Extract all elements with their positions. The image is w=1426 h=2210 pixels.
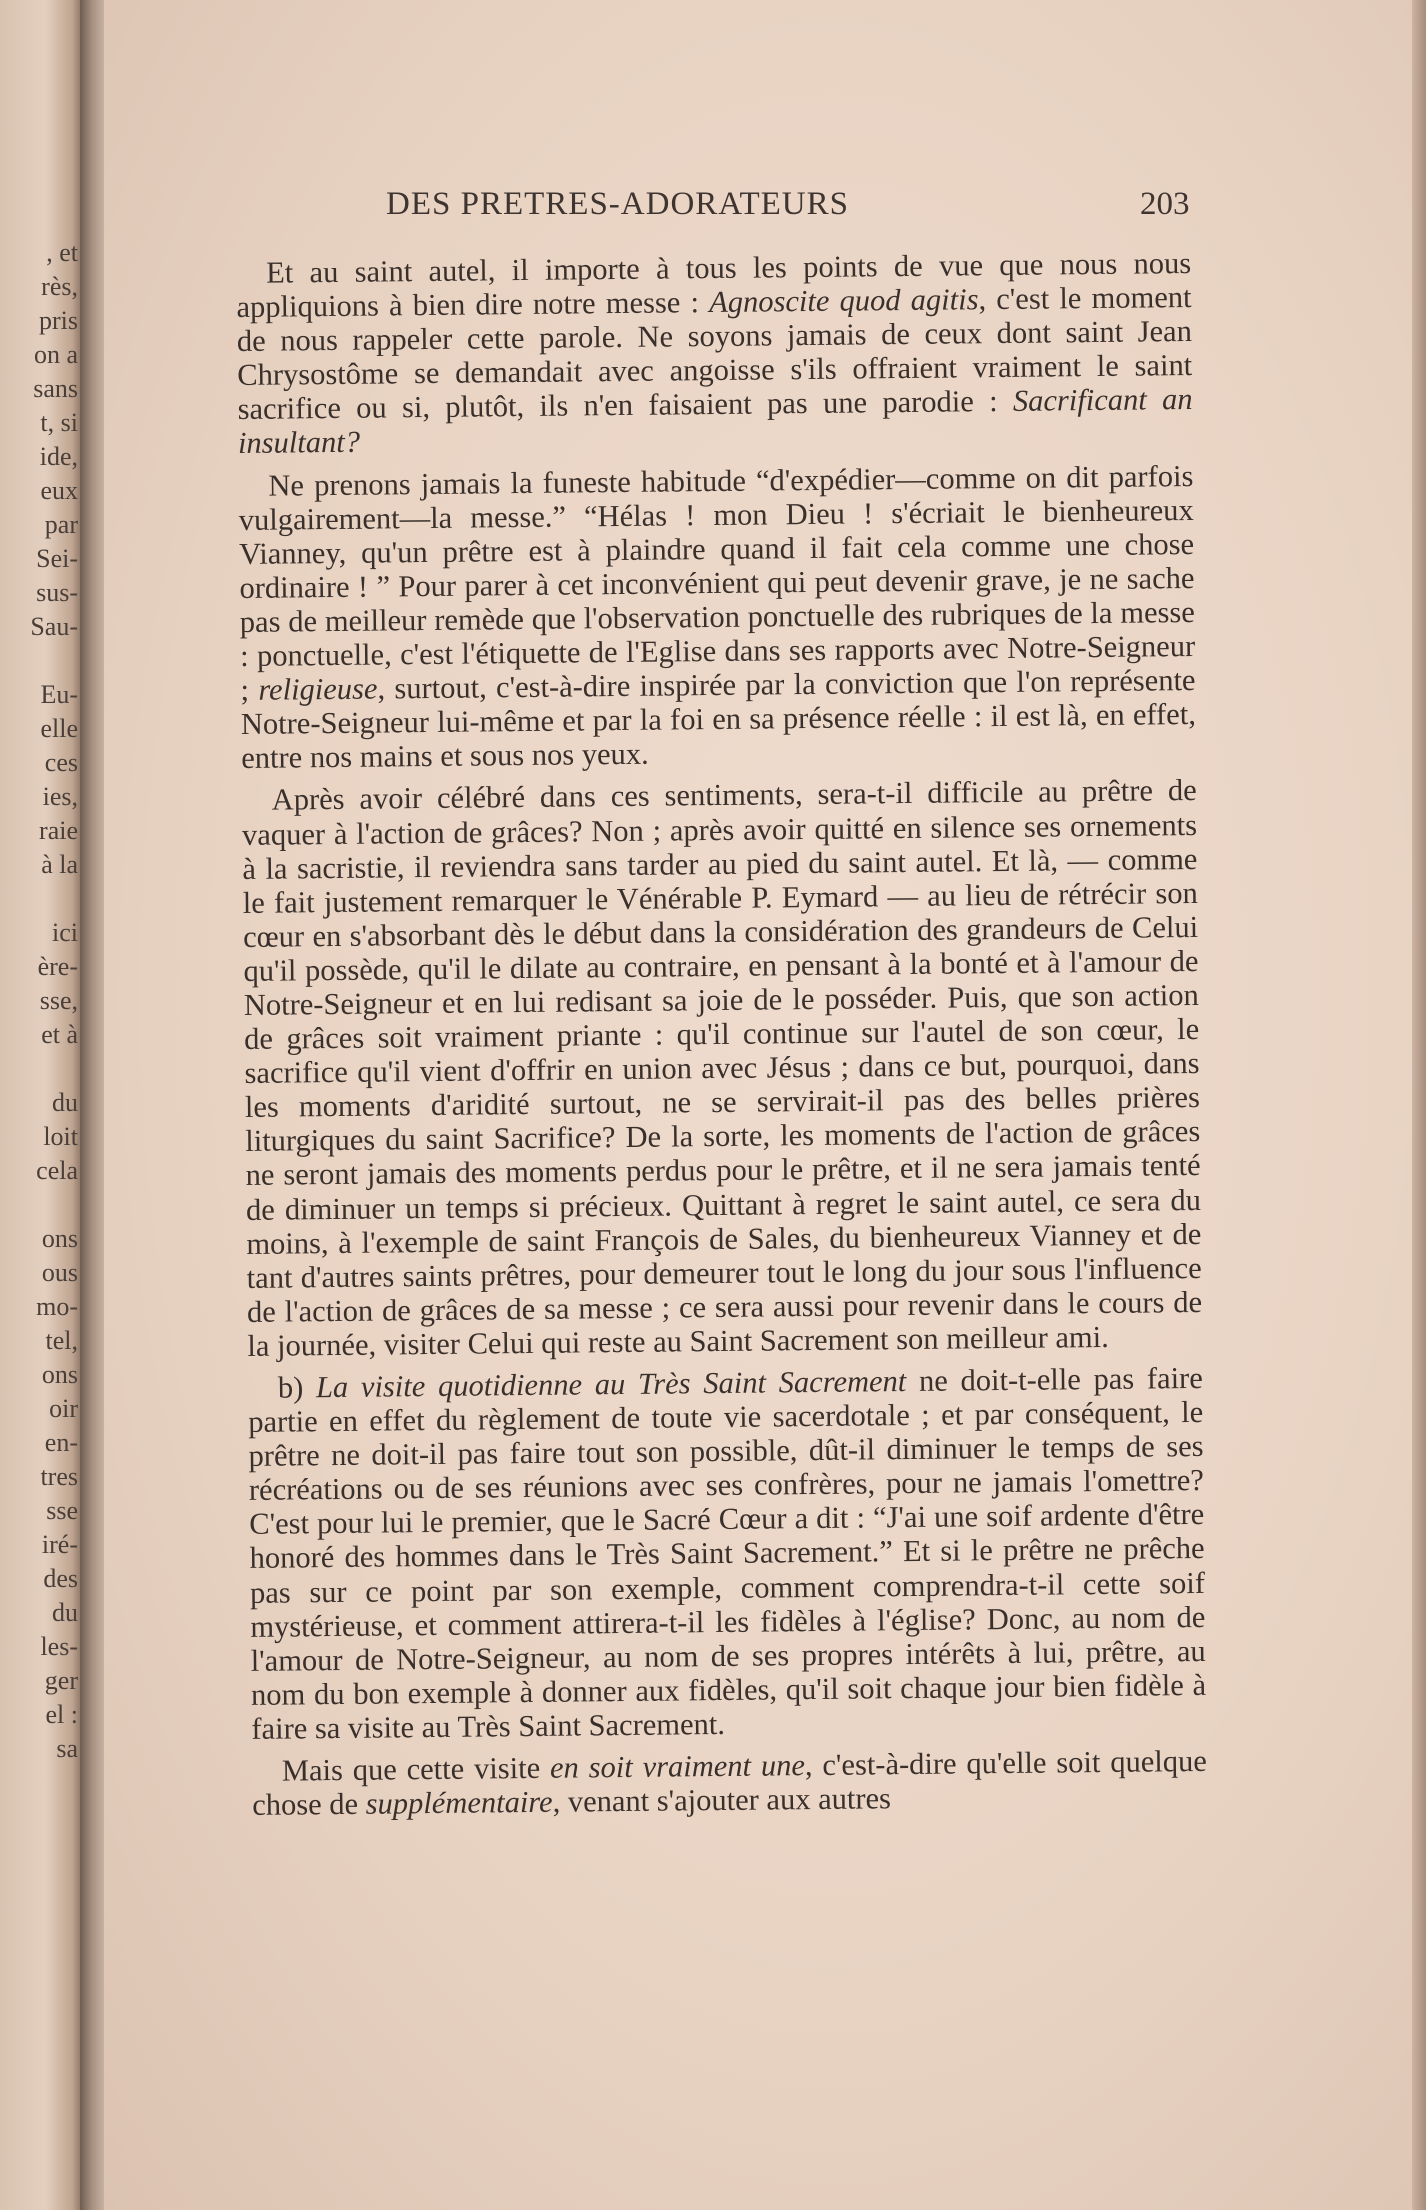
- right-page-edge: [1412, 0, 1426, 2210]
- left-page-fragment: Eu-: [40, 680, 78, 709]
- left-page-fragment: raie: [39, 816, 78, 845]
- left-page-fragment: par: [44, 510, 78, 539]
- left-page-fragment: tres: [40, 1462, 78, 1491]
- left-page-fragment: eux: [40, 476, 78, 505]
- page-number: 203: [1140, 186, 1190, 222]
- left-page-fragment: t, si: [40, 408, 78, 437]
- emphasis: supplémentaire: [365, 1784, 553, 1821]
- left-page-fragment: à la: [41, 850, 78, 879]
- book-gutter: [80, 0, 106, 2210]
- left-page-fragment: ies,: [42, 782, 78, 811]
- left-page-fragment: sus-: [36, 578, 78, 607]
- left-page-fragment: et à: [41, 1020, 78, 1049]
- left-page-fragment: loit: [43, 1122, 78, 1151]
- latin-quote: Agnoscite quod agitis: [708, 282, 979, 320]
- left-page-fragment: ère-: [37, 952, 78, 981]
- section-heading: La visite quotidienne au Très Saint Sacrement: [315, 1364, 907, 1405]
- paragraph: Mais que cette visite en soit vraiment une, c'est-à-dire qu'elle soit quelque chose de supplémentaire, venant s'ajouter aux autres: [252, 1743, 1207, 1823]
- left-page-fragment: pris: [39, 306, 78, 335]
- left-page-fragment: sans: [33, 374, 78, 403]
- left-page-edge: [0, 0, 82, 2210]
- paragraph: b) La visite quotidienne au Très Saint Sacrement ne doit-t-elle pas faire partie en effet du règlement de toute vie sacerdotale ; et par conséquent, le prêtre ne doit-il pas faire tout son possible, dût-il diminuer le temps de ses récréations ou de ses réunions avec ses confrères, pour ne jamais l'omettre? C'est pour lui le premier, que le Sacré Cœur a dit : “J'ai une soif ardente d'être honoré des hommes dans le Très Saint Sacrement.” Et si le prêtre ne prêche pas sur ce point par son exemple, comment comprendra-t-il cette soif mystérieuse, et comment attirera-t-il les fidèles à l'église? Donc, au nom de l'amour de Notre-Seigneur, au nom de ses propres intérêts à lui, prêtre, au nom du bon exemple à donner aux fidèles, qu'il soit chaque jour bien fidèle à faire sa visite au Très Saint Sacrement.: [248, 1360, 1207, 1746]
- left-page-fragment: des: [43, 1564, 78, 1593]
- left-page-fragment: ous: [41, 1258, 78, 1287]
- left-page-fragment: les-: [40, 1632, 78, 1661]
- left-page-fragment: ons: [41, 1360, 78, 1389]
- body-text: [236, 246, 1207, 1830]
- running-head: [104, 186, 1426, 226]
- emphasis: religieuse: [258, 671, 378, 707]
- left-page-fragment: el :: [45, 1700, 78, 1729]
- left-page-fragment: tel,: [45, 1326, 78, 1355]
- left-page-fragment: mo-: [36, 1292, 78, 1321]
- left-page-fragment: , et: [46, 238, 78, 267]
- left-page-fragment: ces: [44, 748, 78, 777]
- left-page-fragment: sa: [56, 1734, 78, 1763]
- left-page-fragment: ons: [41, 1224, 78, 1253]
- left-page-fragment: du: [52, 1598, 78, 1627]
- left-page-fragment: du: [52, 1088, 78, 1117]
- left-page-fragment: Sei-: [36, 544, 78, 573]
- left-page-fragment: oir: [49, 1394, 78, 1423]
- left-page-fragment: cela: [36, 1156, 78, 1185]
- paragraph: Après avoir célébré dans ces sentiments, sera-t-il difficile au prêtre de vaquer à l'action de grâces? Non ; après avoir quitté en silence ses ornements à la sacristie, il reviendra sans tarder au pied du saint autel. Et là, — comme le fait justement remarquer le Vénérable P. Eymard — au lieu de rétrécir son cœur en s'absorbant dès le début dans la considération des grandeurs de Celui qu'il possède, qu'il le dilate au contraire, en pensant à la bonté et à l'amour de Notre-Seigneur et en lui redisant sa joie de le posséder. Puis, que son action de grâces soit vraiment priante : qu'il continue sur l'autel de son cœur, le sacrifice qu'il vient d'offrir en union avec Jésus ; dans ce but, pourquoi, dans les moments d'aridité surtout, ne se servirait-il pas des belles prières liturgiques du saint Sacrifice? De la sorte, les moments de l'action de grâces ne seront jamais des moments perdus pour le prêtre, et il ne sera jamais tenté de diminuer un temps si précieux. Quittant à regret le saint autel, ce sera du moins, à l'exemple de saint François de Sales, du bienheureux Vianney et de tant d'autres saints prêtres, pour demeurer tout le long du jour sous l'influence de l'action de grâces de sa messe ; ce sera aussi pour revenir dans le cours de la journée, visiter Celui qui reste au Saint Sacrement son meilleur ami.: [241, 773, 1203, 1363]
- paragraph: Et au saint autel, il importe à tous les points de vue que nous nous appliquions à bien dire notre messe : Agnoscite quod agitis, c'est le moment de nous rappeler cette parole. Ne soyons jamais de ceux dont saint Jean Chrysostôme se demandait avec angoisse s'ils offraient vraiment le saint sacrifice ou si, plutôt, ils n'en faisaient pas une parodie : Sacrificant an insultant?: [236, 245, 1193, 461]
- latin-quote: Sacrificant an insultant?: [237, 382, 1193, 461]
- running-title: DES PRETRES-ADORATEURS: [386, 186, 849, 222]
- left-page-fragment: iré-: [41, 1530, 78, 1559]
- left-page-fragment: rès,: [41, 272, 78, 301]
- left-page-fragment: Sau-: [30, 612, 78, 641]
- left-page-fragment: sse: [46, 1496, 78, 1525]
- paragraph: Ne prenons jamais la funeste habitude “d'expédier—comme on dit parfois vulgairement—la messe.” “Hélas ! mon Dieu ! s'écriait le bienheureux Vianney, qu'un prêtre est à plaindre quand il fait cela comme une chose ordinaire ! ” Pour parer à cet inconvénient qui peut devenir grave, je ne sache pas de meilleur remède que l'observation ponctuelle des rubriques de la messe : ponctuelle, c'est l'étiquette de l'Eglise dans ses rapports avec Notre-Seigneur ; religieuse, surtout, c'est-à-dire inspirée par la conviction que l'on représente Notre-Seigneur lui-même et par la foi en sa présence réelle : il est là, en effet, entre nos mains et sous nos yeux.: [238, 458, 1197, 776]
- left-page-fragment: ger: [44, 1666, 78, 1695]
- left-page-fragment: ici: [52, 918, 78, 947]
- left-page-fragment: en-: [44, 1428, 78, 1457]
- left-page-fragment: sse,: [39, 986, 78, 1015]
- left-page-fragment: on a: [33, 340, 78, 369]
- emphasis: en soit vraiment une: [549, 1748, 806, 1785]
- left-page-fragment: ide,: [39, 442, 78, 471]
- left-page-fragment: elle: [40, 714, 78, 743]
